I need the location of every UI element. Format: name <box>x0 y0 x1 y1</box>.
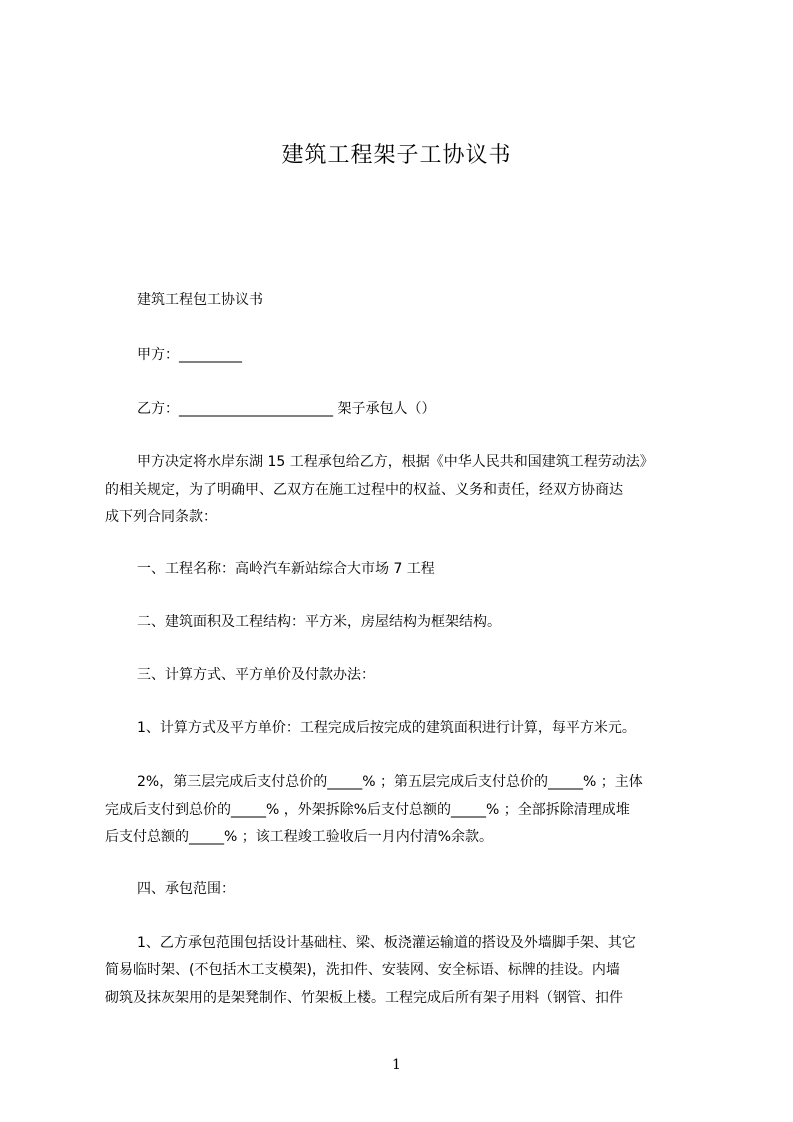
document-title: 建筑工程架子工协议书 <box>281 143 512 168</box>
scope-paragraph-line-2: 简易临时架、(不包括木工支模架)，洗扣件、安装网、安全标语、标牌的挂设。内墙 <box>105 962 620 978</box>
intro-paragraph-line-2: 的相关规定，为了明确甲、乙双方在施工过程中的权益、义务和责任，经双方协商达 <box>105 482 623 498</box>
party-a-line: 甲方：_________ <box>137 347 242 363</box>
scope-paragraph-line-3: 砌筑及抹灰架用的是架凳制作、竹架板上楼。工程完成后所有架子用料（钢管、扣件 <box>105 990 623 1006</box>
party-b-line: 乙方：______________________ 架子承包人（） <box>137 401 436 417</box>
section-building-area: 二、建筑面积及工程结构：平方米，房屋结构为框架结构。 <box>137 614 501 630</box>
payment-schedule-line-1: 2%，第三层完成后支付总价的_____% ；第五层完成后支付总价的_____% ；主体 <box>137 774 643 790</box>
payment-schedule-line-3: 后支付总额的_____% ；该工程竣工验收后一月内付清%余款。 <box>105 829 494 845</box>
section-project-name: 一、工程名称：高岭汽车新站综合大市场 7 工程 <box>137 561 435 577</box>
section-payment-method: 三、计算方式、平方单价及付款办法： <box>137 667 375 683</box>
section-contract-scope: 四、承包范围： <box>137 881 235 897</box>
page-number: 1 <box>392 1057 401 1073</box>
intro-paragraph-line-1: 甲方决定将水岸东湖 15 工程承包给乙方，根据《中华人民共和国建筑工程劳动法》 <box>137 454 654 470</box>
payment-item-1: 1、计算方式及平方单价：工程完成后按完成的建筑面积进行计算，每平方米元。 <box>137 720 636 736</box>
intro-paragraph-line-3: 成下列合同条款： <box>105 509 217 525</box>
subtitle-line: 建筑工程包工协议书 <box>137 292 263 308</box>
scope-paragraph-line-1: 1、乙方承包范围包括设计基础柱、梁、板浇灌运输道的搭设及外墙脚手架、其它 <box>137 935 636 951</box>
payment-schedule-line-2: 完成后支付到总价的_____% ，外架拆除%后支付总额的_____% ；全部拆除清理成堆 <box>105 802 630 818</box>
